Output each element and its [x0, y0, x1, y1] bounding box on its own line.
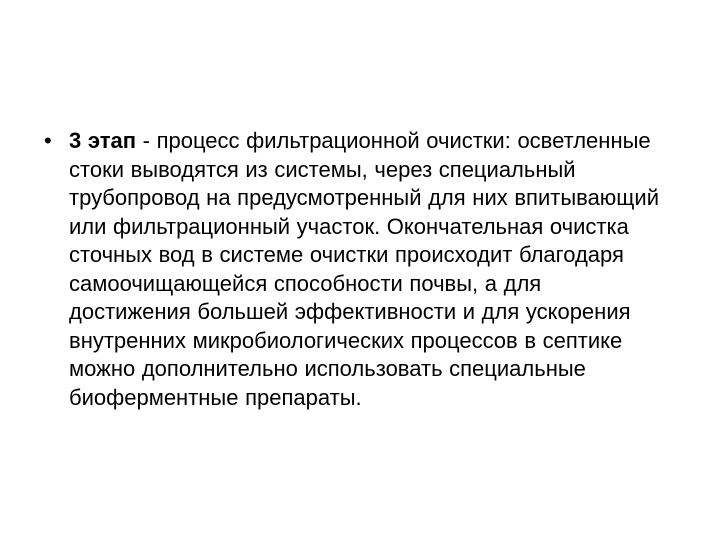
bullet-text-body: - процесс фильтрационной очистки: осветленные стоки выводятся из системы, через специальный трубопровод на предусмотренный для них впитывающий или фильтрационный участок. Окончательная очистка сточных вод в системе очистки происходит благодаря самоочищающейся способности почвы, а для достижения большей эффективности и для ускорения внутренних микробиологических процессов в септике можно дополнительно использовать специальные биоферментные препараты. [69, 128, 659, 410]
bullet-icon: • [44, 128, 52, 153]
bullet-text [69, 127, 664, 412]
bullet-item [44, 127, 664, 412]
bullet-text-lead: 3 этап [69, 128, 137, 153]
